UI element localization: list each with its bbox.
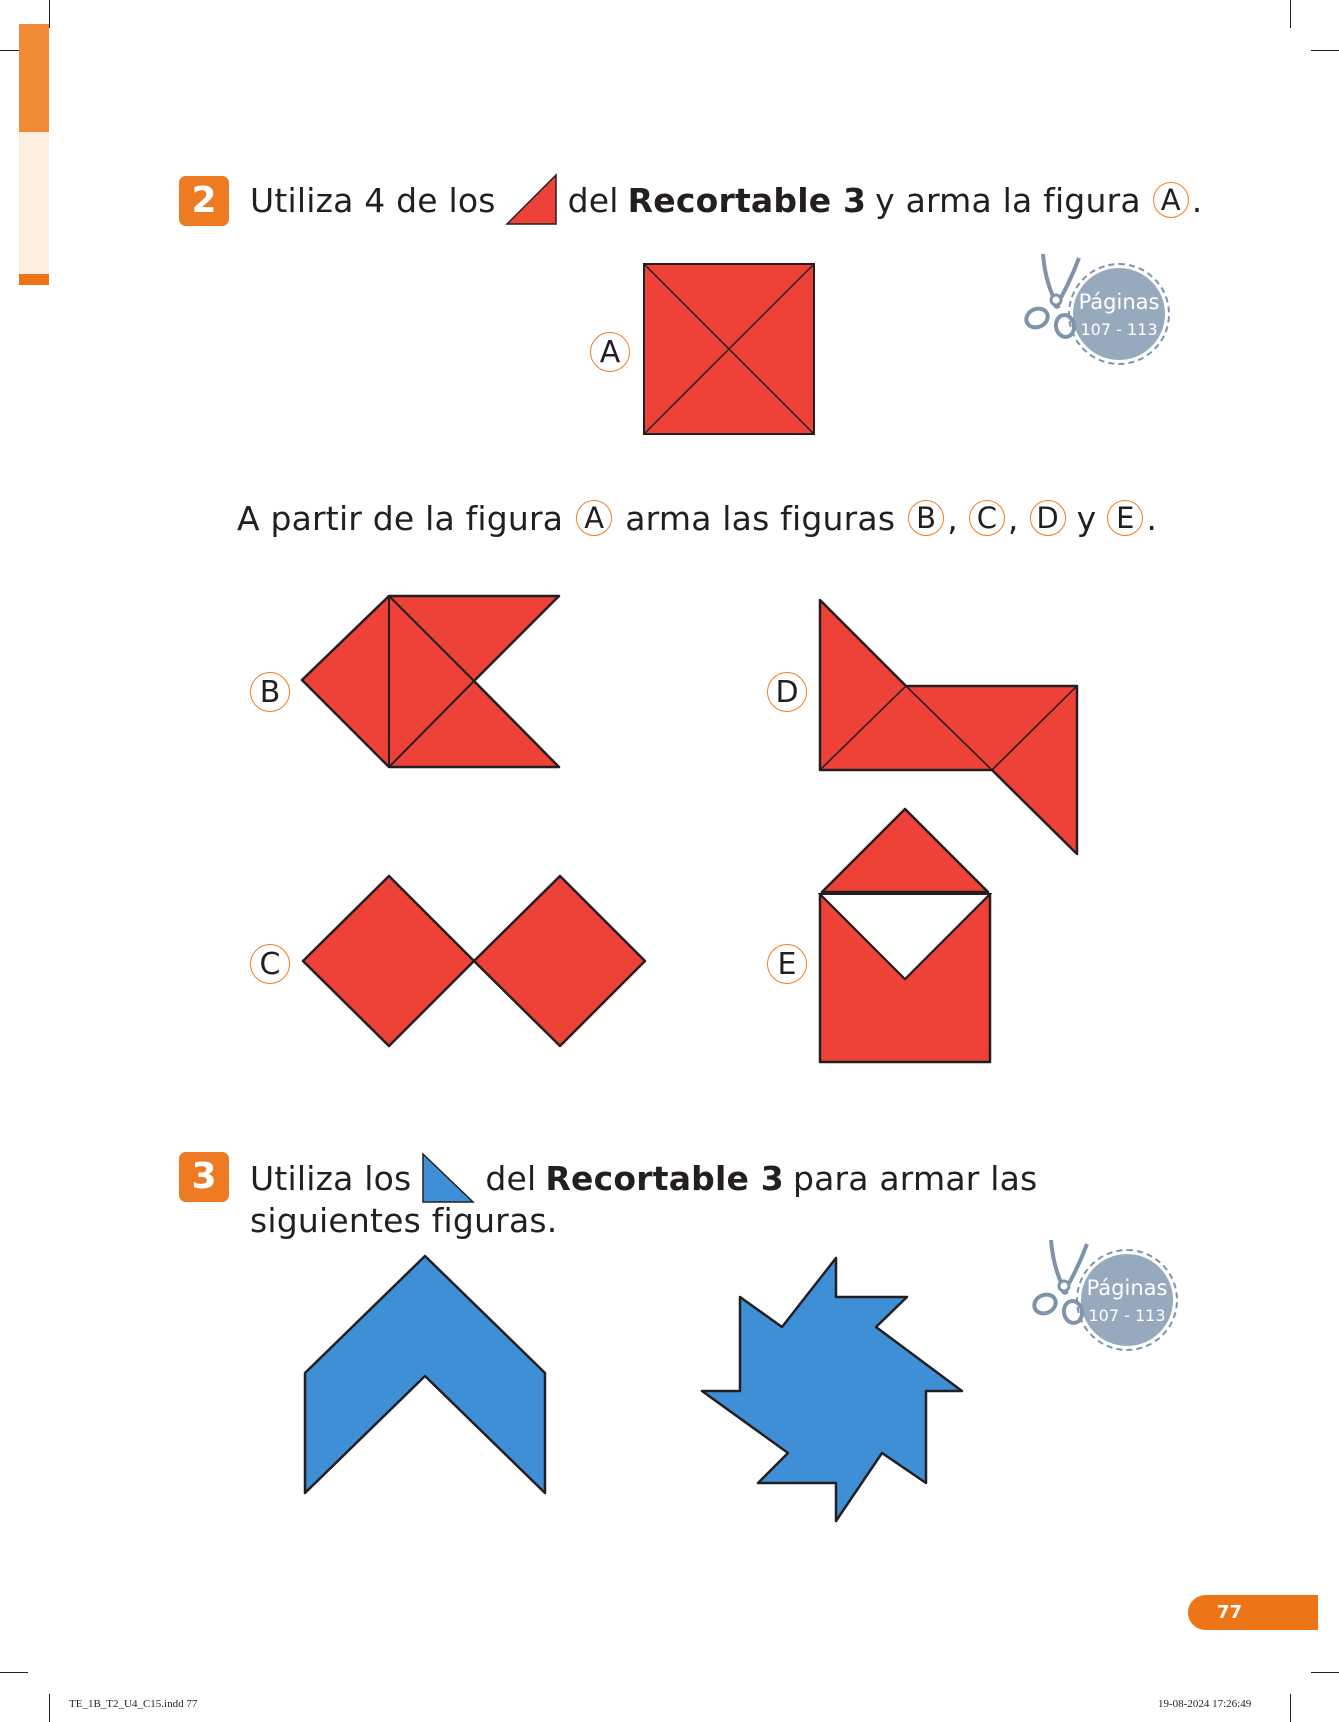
stamp-title: Páginas — [1086, 1276, 1168, 1300]
exercise-3-number: 3 — [179, 1152, 229, 1202]
instruction-mid: del — [567, 180, 619, 220]
ref-b: B — [908, 500, 944, 536]
crop-mark — [1290, 1694, 1291, 1722]
period: . — [1191, 180, 1203, 220]
side-tab-bottom — [19, 274, 49, 285]
stamp-title: Páginas — [1078, 290, 1160, 314]
comma-1: , — [947, 498, 958, 538]
stamp-range: 107 - 113 — [1088, 1306, 1166, 1325]
exercise-3-instruction-line2: siguientes figuras. — [250, 1200, 558, 1240]
sub-instruction — [237, 496, 1157, 540]
instruction-start: Utiliza 4 de los — [250, 180, 496, 220]
sub-start: A partir de la figura — [237, 498, 564, 538]
crop-mark — [49, 0, 50, 28]
figure-ref-a: A — [1153, 182, 1189, 218]
chevron-figure — [303, 1254, 553, 1504]
sub-mid: arma las figuras — [625, 498, 896, 538]
recortable-name: Recortable 3 — [627, 180, 867, 220]
page-number: 77 — [1188, 1595, 1318, 1630]
figure-b-shape — [300, 595, 560, 775]
crop-mark — [0, 1672, 28, 1673]
exercise-2-instruction — [250, 178, 1202, 222]
footer-file: TE_1B_T2_U4_C15.indd 77 — [69, 1698, 198, 1710]
instruction-start: Utiliza los — [250, 1158, 412, 1198]
red-triangle-icon — [506, 174, 558, 226]
side-tab-middle — [19, 132, 49, 274]
blue-triangle-icon — [421, 1152, 475, 1204]
exercise-2-number: 2 — [179, 176, 229, 226]
sub-period: . — [1146, 498, 1158, 538]
figure-c-label: C — [250, 944, 290, 984]
instruction-end: para armar las — [792, 1158, 1038, 1198]
scissors-icon — [1023, 1236, 1103, 1326]
ref-c: C — [969, 500, 1005, 536]
figure-e-shape — [818, 808, 998, 1078]
stamp-range: 107 - 113 — [1080, 320, 1158, 339]
crop-mark — [1311, 1672, 1339, 1673]
exercise-3-instruction — [250, 1156, 1037, 1200]
crop-mark — [1290, 0, 1291, 28]
star-figure — [700, 1257, 970, 1527]
comma-2: , — [1007, 498, 1019, 538]
conj-y: y — [1076, 498, 1097, 538]
ref-d: D — [1030, 500, 1066, 536]
ref-a: A — [576, 500, 612, 536]
crop-mark — [1311, 50, 1339, 51]
figure-d-label: D — [767, 672, 807, 712]
ref-e: E — [1107, 500, 1143, 536]
figure-b-label: B — [250, 672, 290, 712]
instruction-mid: del — [485, 1158, 537, 1198]
figure-a-square — [643, 263, 815, 435]
figure-a-label: A — [590, 332, 630, 372]
figure-c-shape — [302, 875, 652, 1050]
instruction-end: y arma la figura — [875, 180, 1141, 220]
footer-timestamp: 19-08-2024 17:26:49 — [1158, 1698, 1252, 1710]
figure-e-label: E — [767, 944, 807, 984]
side-tab-top — [19, 24, 49, 132]
scissors-icon — [1015, 250, 1095, 340]
crop-mark — [49, 1694, 50, 1722]
recortable-name: Recortable 3 — [545, 1158, 784, 1198]
